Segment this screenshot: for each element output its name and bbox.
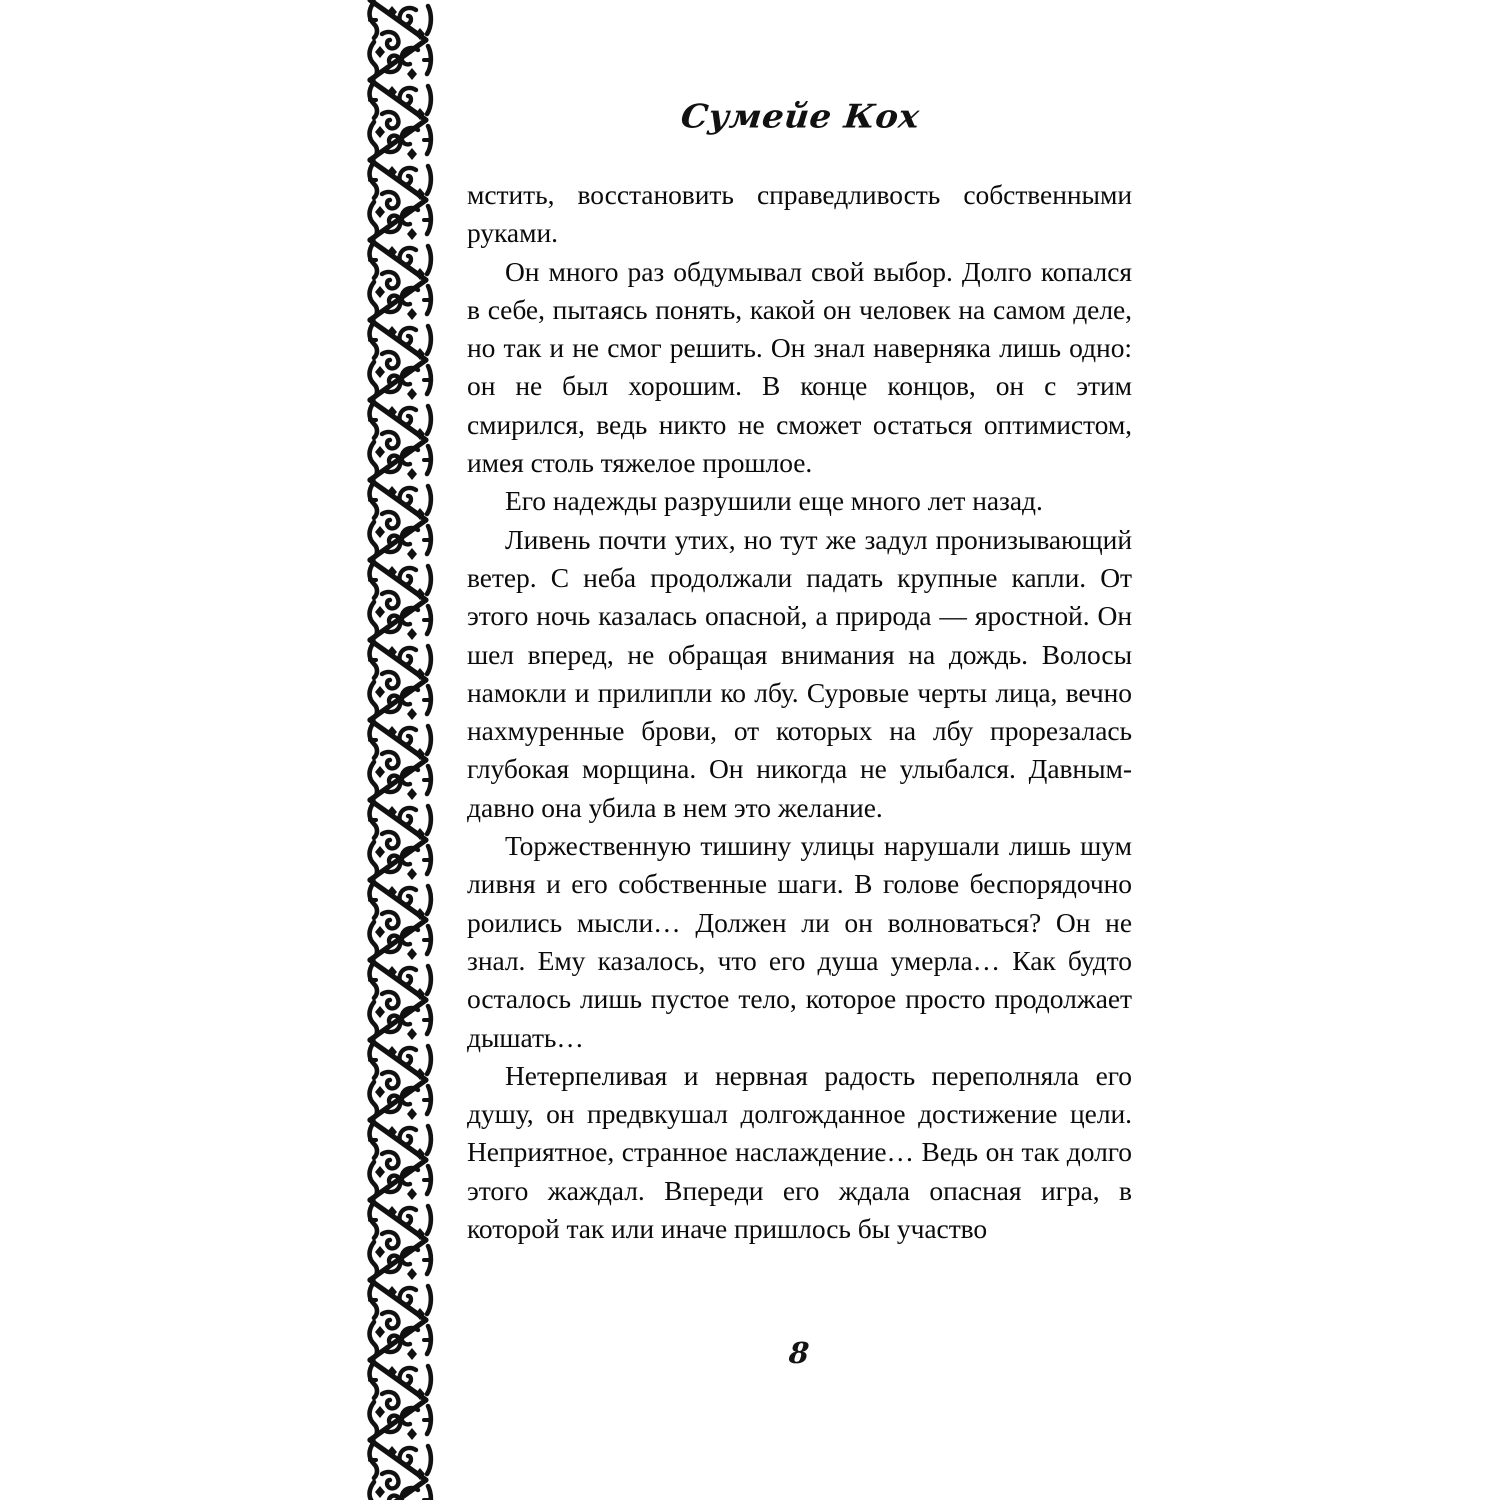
ornamental-border-icon: [366, 0, 434, 1500]
paragraph: Ливень почти утих, но тут же задул пронизывающий ветер. С неба продолжали падать крупные капли. От этого ночь казалась опасной, а природа — яростной. Он шел вперед, не обращая внимания на дождь. Волосы намокли и прилипли ко лбу. Суровые черты лица, вечно нахмуренные брови, от которых на лбу прорезалась глубокая морщина. Он никогда не улыбался. Давным-давно она убила в нем это желание.: [467, 523, 1132, 823]
paragraph: Его надежды разрушили еще много лет назад.: [505, 485, 1043, 517]
paragraph: мстить, восстановить справедливость собственными руками.: [467, 179, 1132, 249]
running-head-text: Сумейе Кох: [679, 97, 922, 136]
running-head: [467, 96, 1130, 156]
page-number: 8: [788, 1336, 811, 1370]
body-text-column: [467, 176, 1132, 1248]
paragraph: Торжественную тишину улицы нарушали лишь шум ливня и его собственные шаги. В голове беспорядочно роились мысли… Должен ли он волноваться? Он не знал. Ему казалось, что его душа умерла… Как будто осталось лишь пустое тело, которое просто продолжает дышать…: [467, 830, 1132, 1053]
paragraph: Нетерпеливая и нервная радость переполняла его душу, он предвкушал долгожданное достижение цели. Неприятное, странное наслаждение… Ведь он так долго этого жаждал. Впереди его ждала опасная игра, в которой так или иначе пришлось бы участво: [467, 1059, 1132, 1245]
folio: [467, 1336, 1132, 1370]
paragraph: Он много раз обдумывал свой выбор. Долго копался в себе, пытаясь понять, какой он человек на самом деле, но так и не смог решить. Он знал наверняка лишь одно: он не был хорошим. В конце концов, он с этим смирился, ведь никто не сможет остаться оптимистом, имея столь тяжелое прошлое.: [467, 255, 1132, 479]
